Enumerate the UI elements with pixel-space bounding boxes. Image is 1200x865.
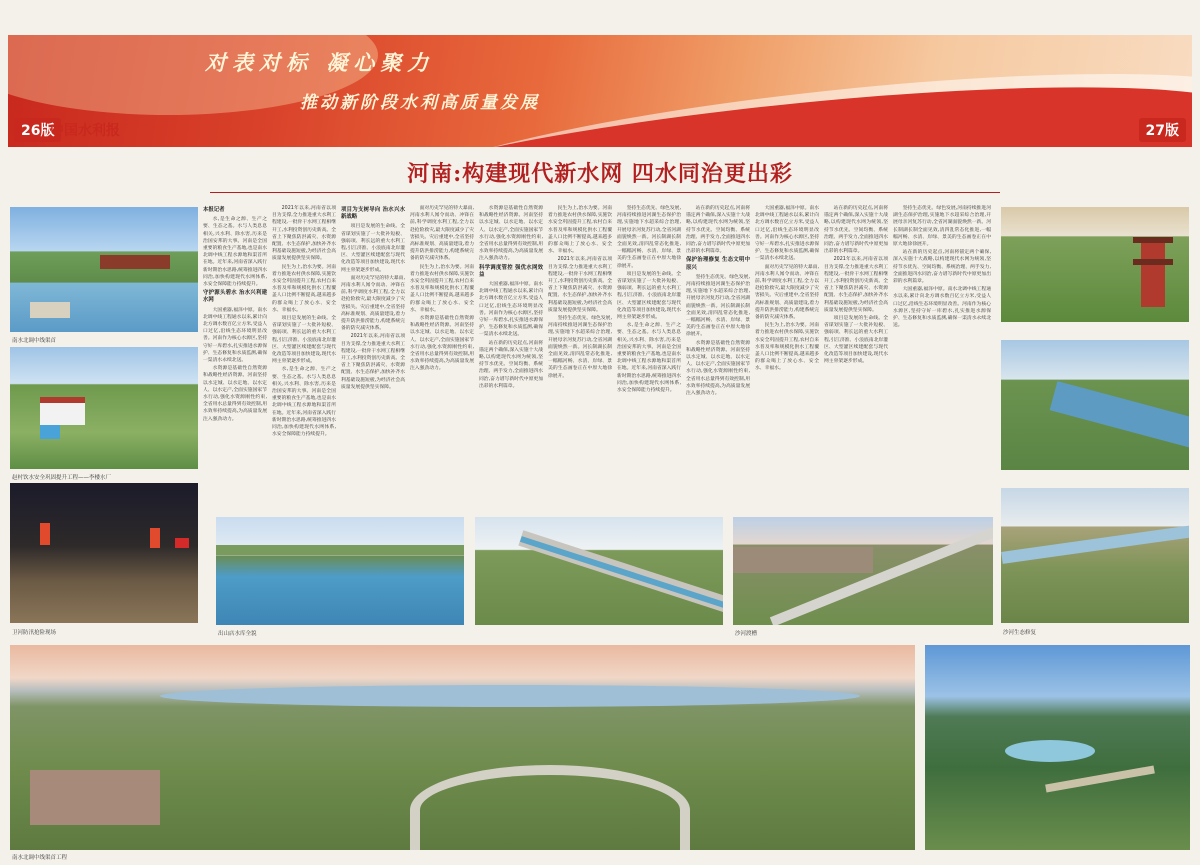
article-paragraph: 项目是发展的生命线。全省谋划实施了一大批补短板、强弱项、利长远的重大水利工程,引江济淮、小浪底南北岸灌区、大型灌区续建配套与现代化改造等项目加快建设,现代水网主骨架逐步形成。: [272, 316, 336, 365]
article-paragraph: 民生为上,治水为要。河南着力推进农村供水保障,实施饮水安全巩固提升工程,农村自来水普及率和规模化供水工程覆盖人口比例不断提高,越来越多的群众喝上了放心水、安全水、幸福水。: [755, 323, 819, 372]
article-paragraph: 水资源是基础性自然资源和战略性经济资源。河南坚持以水定城、以水定地、以水定人、以水定产,全面实施国家节水行动,强化水资源刚性约束,全省用水总量得到有效控制,用水效率持续提高,为高质量发展注入强劲动力。: [410, 316, 474, 372]
article-paragraph: 民生为上,治水为要。河南着力推进农村供水保障,实施饮水安全巩固提升工程,农村自来水普及率和规模化供水工程覆盖人口比例不断提高,越来越多的群众喝上了放心水、安全水、幸福水。: [272, 264, 336, 313]
article-column-2: [272, 205, 336, 513]
article-paragraph: 2021年以来,河南省以项目为支撑,全力推进重大水利工程建设,一批骨干水网工程相继开工,水利投资创历史新高。全省上下聚焦防洪减灾、水资源配置、水生态保护,加快补齐水利基础设施短板,为经济社会高质量发展提供坚实保障。: [824, 257, 888, 313]
photo-aqueduct: [733, 517, 993, 625]
article-subheading: 保护治理修复 生态文明中原兴: [686, 257, 750, 271]
article-paragraph: 站在新的历史起点,河南将锚定两个确保,深入实施十大战略,以构建现代水网为统领,坚持节水优先、空间均衡、系统治理、两手发力,全面推进四水同治,奋力谱写新时代中原更加出彩的水利篇章。: [479, 340, 543, 389]
photo-water-plant: [10, 347, 198, 469]
article-paragraph: 坚持生态优先、绿色发展,河南持续推进河湖生态保护治理,实施地下水超采综合治理,开展母亲河复苏行动,全省河湖面貌焕然一新。河长制湖长制全面见效,清四乱常态化推进,一幅幅河畅、水清、岸绿、景美的生态画卷正在中原大地徐徐展开。: [617, 206, 681, 269]
photo-caption: 出山店水库全貌: [218, 631, 257, 637]
article-subheading: 项目为支树导向 治水兴水新战略: [341, 207, 405, 221]
article-paragraph: 站在新的历史起点,河南将锚定两个确保,深入实施十大战略,以构建现代水网为统领,坚持节水优先、空间均衡、系统治理、两手发力,全面推进四水同治,奋力谱写新时代中原更加出彩的水利篇章。: [893, 250, 991, 285]
page-number-right: 27版: [1139, 118, 1186, 142]
article-paragraph: 项目是发展的生命线。全省谋划实施了一大批补短板、强弱项、利长远的重大水利工程,引江济淮、小浪底南北岸灌区、大型灌区续建配套与现代化改造等项目加快建设,现代水网主骨架逐步形成。: [341, 224, 405, 273]
photo-caption: 赵村饮水安全巩固提升工程——李楼水厂: [12, 475, 112, 481]
photo-caption: 南水北调中线渠首: [12, 338, 57, 344]
photo-canal: [475, 517, 723, 625]
article-paragraph: 水资源是基础性自然资源和战略性经济资源。河南坚持以水定城、以水定地、以水定人、以水定产,全面实施国家节水行动,强化水资源刚性约束,全省用水总量得到有效控制,用水效率持续提高,为高质量发展注入强劲动力。: [203, 366, 267, 422]
photo-reservoir: [216, 517, 464, 625]
article-paragraph: 坚持生态优先、绿色发展,河南持续推进河湖生态保护治理,实施地下水超采综合治理,开展母亲河复苏行动,全省河湖面貌焕然一新。河长制湖长制全面见效,清四乱常态化推进,一幅幅河畅、水清、岸绿、景美的生态画卷正在中原大地徐徐展开。: [686, 274, 750, 338]
article-paragraph: 坚持生态优先、绿色发展,河南持续推进河湖生态保护治理,实施地下水超采综合治理,开展母亲河复苏行动,全省河湖面貌焕然一新。河长制湖长制全面见效,清四乱常态化推进,一幅幅河畅、水清、岸绿、景美的生态画卷正在中原大地徐徐展开。: [893, 206, 991, 248]
article-paragraph: 民生为上,治水为要。河南着力推进农村供水保障,实施饮水安全巩固提升工程,农村自来水普及率和规模化供水工程覆盖人口比例不断提高,越来越多的群众喝上了放心水、安全水、幸福水。: [410, 264, 474, 313]
title-divider: [210, 192, 1000, 193]
article-paragraph: 坚持生态优先、绿色发展,河南持续推进河湖生态保护治理,实施地下水超采综合治理,开展母亲河复苏行动,全省河湖面貌焕然一新。河长制湖长制全面见效,清四乱常态化推进,一幅幅河畅、水清、岸绿、景美的生态画卷正在中原大地徐徐展开。: [548, 316, 612, 379]
article-paragraph: 项目是发展的生命线。全省谋划实施了一大批补短板、强弱项、利长远的重大水利工程,引江济淮、小浪底南北岸灌区、大型灌区续建配套与现代化改造等项目加快建设,现代水网主骨架逐步形成。: [824, 316, 888, 365]
article-paragraph: 面对历史罕见的特大暴雨,河南水利人闻令而动、冲锋在前,科学调度水利工程,全力以赴抢险救灾,最大限度减少了灾害损失。灾后重建中,全省坚持高标准规划、高质量建设,着力提升防洪排涝能力,构建系统完备的防灾减灾体系。: [755, 264, 819, 321]
article-column-1: [203, 205, 267, 513]
photo-panorama-canal-head: [10, 645, 915, 850]
photo-river-restoration: [1001, 488, 1189, 623]
article-paragraph: 水,是生命之源、生产之要、生态之基。水与人类息息相关,兴水利、除水害,历来是治国安邦的大事。河南是全国重要的粮食生产基地,也是南水北调中线工程水源地和渠首所在地。近年来,河南省深入践行新时期治水思路,统筹推进四水同治,加快构建现代水网体系,水安全保障能力持续提升。: [617, 323, 681, 394]
article-column-11: [893, 205, 991, 513]
article-byline: 本报记者: [203, 207, 225, 213]
article-paragraph: 大国重器,福泽中原。南水北调中线工程通水以来,累计向北方调水数百亿立方米,受益人口过亿,沿线生态环境明显改善。河南作为核心水源区,坚持守好一库碧水,扎实推进水源保护、生态修复和水质监测,确保一渠清水永续北送。: [479, 282, 543, 338]
photo-flood-rescue: [10, 483, 198, 623]
article-column-7: [617, 205, 681, 513]
article-column-9: [755, 205, 819, 513]
article-paragraph: 2021年以来,河南省以项目为支撑,全力推进重大水利工程建设,一批骨干水网工程相继开工,水利投资创历史新高。全省上下聚焦防洪减灾、水资源配置、水生态保护,加快补齐水利基础设施短板,为经济社会高质量发展提供坚实保障。: [272, 206, 336, 262]
article-column-8: [686, 205, 750, 513]
article-column-3: [341, 205, 405, 513]
article-paragraph: 项目是发展的生命线。全省谋划实施了一大批补短板、强弱项、利长远的重大水利工程,引江济淮、小浪底南北岸灌区、大型灌区续建配套与现代化改造等项目加快建设,现代水网主骨架逐步形成。: [617, 271, 681, 321]
article-paragraph: 水,是生命之源、生产之要、生态之基。水与人类息息相关,兴水利、除水害,历来是治国安邦的大事。河南是全国重要的粮食生产基地,也是南水北调中线工程水源地和渠首所在地。近年来,河南省深入践行新时期治水思路,统筹推进四水同治,加快构建现代水网体系,水安全保障能力持续提升。: [203, 217, 267, 288]
photo-mountain-reservoir: [925, 645, 1190, 850]
article-paragraph: 大国重器,福泽中原。南水北调中线工程通水以来,累计向北方调水数百亿立方米,受益人口过亿,沿线生态环境明显改善。河南作为核心水源区,坚持守好一库碧水,扎实推进水源保护、生态修复和水质监测,确保一渠清水永续北送。: [203, 307, 267, 364]
article-paragraph: 2021年以来,河南省以项目为支撑,全力推进重大水利工程建设,一批骨干水网工程相继开工,水利投资创历史新高。全省上下聚焦防洪减灾、水资源配置、水生态保护,加快补齐水利基础设施短板,为经济社会高质量发展提供坚实保障。: [341, 334, 405, 390]
article-paragraph: 水,是生命之源、生产之要、生态之基。水与人类息息相关,兴水利、除水害,历来是治国安邦的大事。河南是全国重要的粮食生产基地,也是南水北调中线工程水源地和渠首所在地。近年来,河南省深入践行新时期治水思路,统筹推进四水同治,加快构建现代水网体系,水安全保障能力持续提升。: [272, 367, 336, 438]
page-title: 河南:构建现代新水网 四水同治更出彩: [407, 161, 793, 187]
banner-slogan-line2: 推动新阶段水利高质量发展: [300, 93, 540, 113]
photo-caption: 沙河生态修复: [1003, 630, 1037, 636]
photo-river-town: [1001, 340, 1189, 470]
article-paragraph: 2021年以来,河南省以项目为支撑,全力推进重大水利工程建设,一批骨干水网工程相继开工,水利投资创历史新高。全省上下聚焦防洪减灾、水资源配置、水生态保护,加快补齐水利基础设施短板,为经济社会高质量发展提供坚实保障。: [548, 257, 612, 313]
banner-slogan-line1: 对表对标 凝心聚力: [205, 50, 435, 75]
page-number-left: 26版: [14, 118, 61, 142]
photo-canal-head: [10, 207, 198, 332]
header-banner: [8, 35, 1192, 147]
article-paragraph: 面对历史罕见的特大暴雨,河南水利人闻令而动、冲锋在前,科学调度水利工程,全力以赴抢险救灾,最大限度减少了灾害损失。灾后重建中,全省坚持高标准规划、高质量建设,着力提升防洪排涝能力,构建系统完备的防灾减灾体系。: [341, 275, 405, 332]
article-subheading: 科学调度管控 强优水网效益: [479, 264, 543, 278]
photo-caption: 沙河渡槽: [735, 631, 758, 637]
photo-pagoda: [1001, 207, 1189, 322]
article-paragraph: 大国重器,福泽中原。南水北调中线工程通水以来,累计向北方调水数百亿立方米,受益人口过亿,沿线生态环境明显改善。河南作为核心水源区,坚持守好一库碧水,扎实推进水源保护、生态修复和水质监测,确保一渠清水永续北送。: [755, 206, 819, 262]
article-subheading: 守护源头碧水 治水兴利建水网: [203, 290, 267, 304]
photo-caption: 南水北调中线渠首工程: [12, 855, 68, 861]
article-paragraph: 民生为上,治水为要。河南着力推进农村供水保障,实施饮水安全巩固提升工程,农村自来水普及率和规模化供水工程覆盖人口比例不断提高,越来越多的群众喝上了放心水、安全水、幸福水。: [548, 206, 612, 255]
article-paragraph: 水资源是基础性自然资源和战略性经济资源。河南坚持以水定城、以水定地、以水定人、以水定产,全面实施国家节水行动,强化水资源刚性约束,全省用水总量得到有效控制,用水效率持续提高,为高质量发展注入强劲动力。: [686, 340, 750, 397]
article-column-6: [548, 205, 612, 513]
article-column-5: [479, 205, 543, 513]
photo-caption: 卫河防汛抢险现场: [12, 630, 57, 636]
article-column-4: [410, 205, 474, 513]
masthead-logo: 中国水利报: [50, 123, 120, 139]
article-column-10: [824, 205, 888, 513]
article-paragraph: 大国重器,福泽中原。南水北调中线工程通水以来,累计向北方调水数百亿立方米,受益人口过亿,沿线生态环境明显改善。河南作为核心水源区,坚持守好一库碧水,扎实推进水源保护、生态修复和水质监测,确保一渠清水永续北送。: [893, 287, 991, 329]
article-paragraph: 站在新的历史起点,河南将锚定两个确保,深入实施十大战略,以构建现代水网为统领,坚持节水优先、空间均衡、系统治理、两手发力,全面推进四水同治,奋力谱写新时代中原更加出彩的水利篇章。: [686, 206, 750, 255]
article-paragraph: 站在新的历史起点,河南将锚定两个确保,深入实施十大战略,以构建现代水网为统领,坚持节水优先、空间均衡、系统治理、两手发力,全面推进四水同治,奋力谱写新时代中原更加出彩的水利篇章。: [824, 206, 888, 255]
article-paragraph: 水资源是基础性自然资源和战略性经济资源。河南坚持以水定城、以水定地、以水定人、以水定产,全面实施国家节水行动,强化水资源刚性约束,全省用水总量得到有效控制,用水效率持续提高,为高质量发展注入强劲动力。: [479, 206, 543, 262]
article-paragraph: 面对历史罕见的特大暴雨,河南水利人闻令而动、冲锋在前,科学调度水利工程,全力以赴抢险救灾,最大限度减少了灾害损失。灾后重建中,全省坚持高标准规划、高质量建设,着力提升防洪排涝能力,构建系统完备的防灾减灾体系。: [410, 206, 474, 262]
